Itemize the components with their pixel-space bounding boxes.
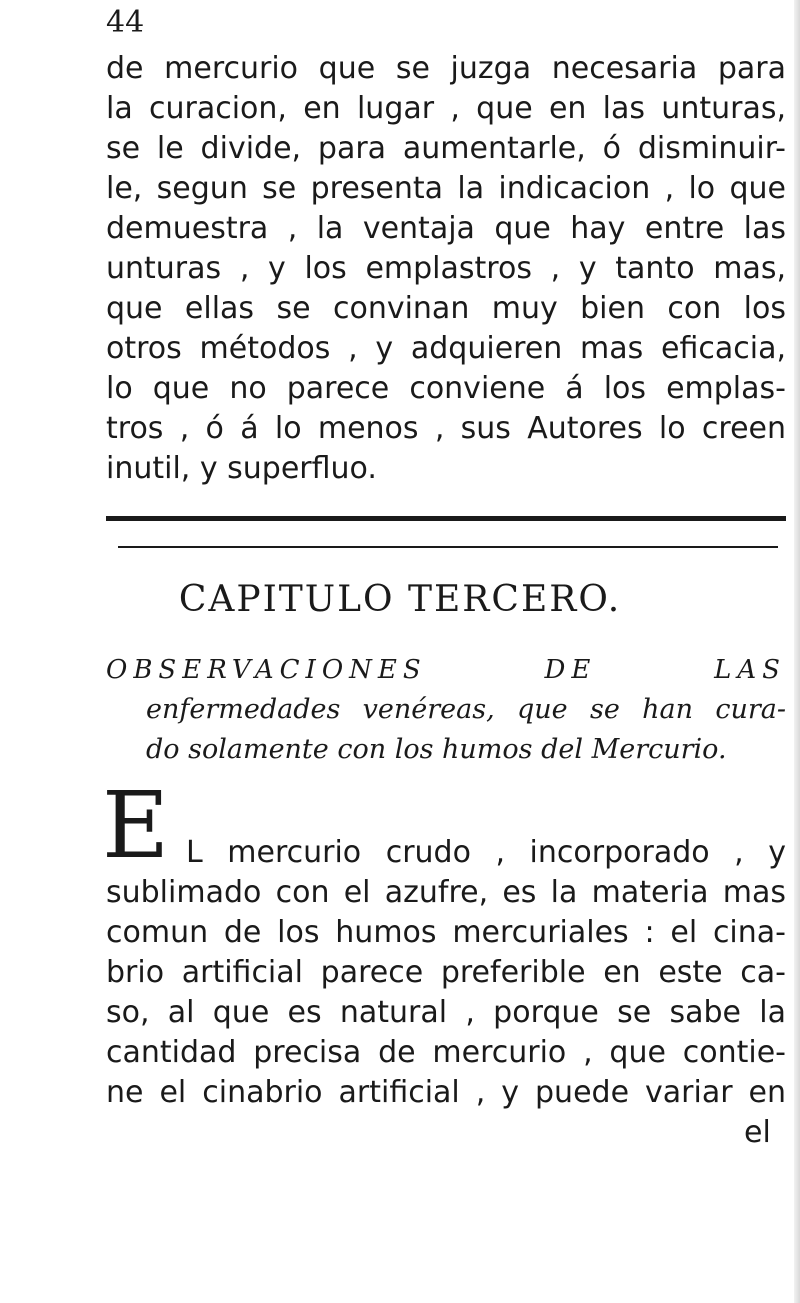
text-line: L mercurio crudo , incorporado , y <box>186 835 786 870</box>
divider-rule-thin <box>118 546 778 548</box>
chapter-subtitle-line: enfermedades venéreas, que se han cura- <box>146 694 786 725</box>
text-line: brio artificial parece preferible en este ca- <box>106 955 786 990</box>
chapter-subtitle-caps: OBSERVACIONES DE LAS <box>106 655 786 685</box>
chapter-subtitle-line: do solamente con los humos del Mercurio. <box>146 734 727 765</box>
text-line: tros , ó á lo menos , sus Autores lo creen <box>106 411 786 446</box>
text-line: comun de los humos mercuriales : el cina- <box>106 915 786 950</box>
text-line: de mercurio que se juzga necesaria para <box>106 51 786 86</box>
catch-word: el <box>744 1115 771 1150</box>
text-line: se le divide, para aumentarle, ó disminuir- <box>106 131 786 166</box>
text-line: le, segun se presenta la indicacion , lo que <box>106 171 786 206</box>
text-line: inutil, y superfluo. <box>106 451 377 486</box>
drop-cap: E <box>102 772 170 879</box>
text-line: sublimado con el azufre, es la materia mas <box>106 875 786 910</box>
text-line: que ellas se convinan muy bien con los <box>106 291 786 326</box>
text-line: so, al que es natural , porque se sabe la <box>106 995 786 1030</box>
text-line: otros métodos , y adquieren mas eficacia, <box>106 331 786 366</box>
text-line: cantidad precisa de mercurio , que contie- <box>106 1035 786 1070</box>
divider-rule-thick <box>106 516 786 521</box>
chapter-title: CAPITULO TERCERO. <box>178 579 622 620</box>
text-line: demuestra , la ventaja que hay entre las <box>106 211 786 246</box>
text-line: la curacion, en lugar , que en las unturas, <box>106 91 786 126</box>
text-line: unturas , y los emplastros , y tanto mas, <box>106 251 786 286</box>
text-line: lo que no parece conviene á los emplas- <box>106 371 786 406</box>
text-line: ne el cinabrio artificial , y puede variar en <box>106 1075 786 1110</box>
page-number: 44 <box>106 5 145 40</box>
page-edge <box>794 0 800 1303</box>
